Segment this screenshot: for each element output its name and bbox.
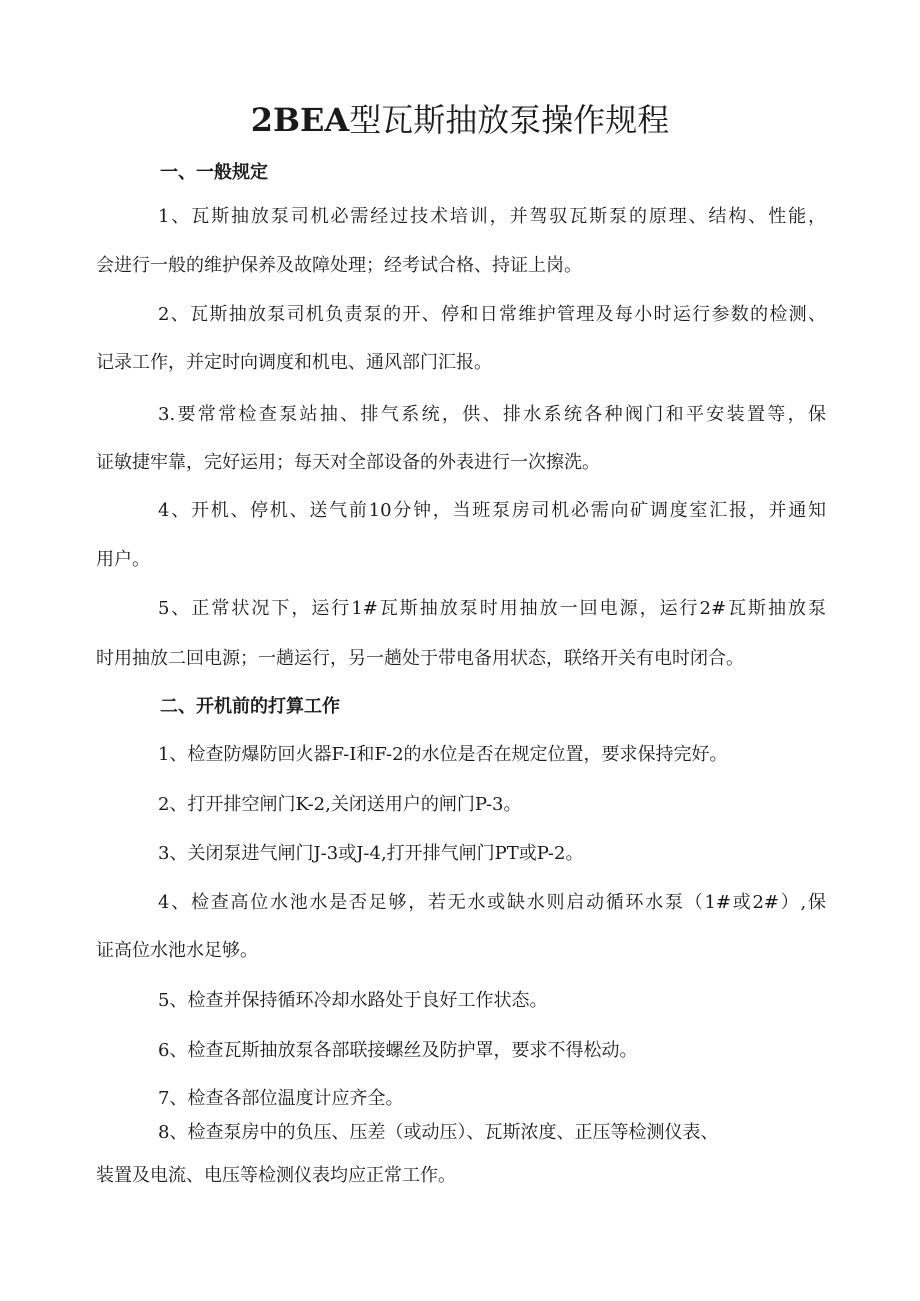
paragraph-line: 6、检查瓦斯抽放泵各部联接螺丝及防护罩，要求不得松动。 xyxy=(158,1040,638,1061)
paragraph-line: 装置及电流、电压等检测仪表均应正常工作。 xyxy=(96,1165,456,1186)
paragraph-line: 1、检查防爆防回火器F-I和F-2的水位是否在规定位置，要求保持完好。 xyxy=(158,744,728,765)
paragraph-line: 证敏捷牢靠，完好运用；每天对全部设备的外表进行一次擦洗。 xyxy=(96,452,600,473)
paragraph-line: 7、检查各部位温度计应齐全。 xyxy=(158,1088,404,1109)
paragraph-line: 5、检查并保持循环冷却水路处于良好工作状态。 xyxy=(158,990,548,1011)
paragraph-line: 会进行一般的维护保养及故障处理；经考试合格、持证上岗。 xyxy=(96,255,582,276)
title-model: 2BEA xyxy=(250,101,350,139)
paragraph-line: 1、瓦斯抽放泵司机必需经过技术培训，并驾驭瓦斯泵的原理、结构、性能， xyxy=(158,206,826,227)
section-heading: 一、一般规定 xyxy=(160,162,268,183)
paragraph-line: 2、打开排空闸门K-2,关闭送用户的闸门P-3。 xyxy=(158,794,522,815)
paragraph-line: 用户。 xyxy=(96,549,150,570)
title-text: 型瓦斯抽放泵操作规程 xyxy=(349,101,670,139)
paragraph-line: 3.要常常检查泵站抽、排气系统，供、排水系统各种阀门和平安装置等，保 xyxy=(158,404,826,425)
section-heading: 二、开机前的打算工作 xyxy=(160,696,340,717)
paragraph-line: 3、关闭泵进气闸门J-3或J-4,打开排气闸门PT或P-2。 xyxy=(158,843,584,864)
paragraph-line: 8、检查泵房中的负压、压差（或动压）、瓦斯浓度、正压等检测仪表、 xyxy=(158,1122,719,1143)
paragraph-line: 4、开机、停机、送气前10分钟，当班泵房司机必需向矿调度室汇报，并通知 xyxy=(158,500,826,521)
paragraph-line: 证高位水池水足够。 xyxy=(96,940,258,961)
paragraph-line: 5、正常状况下，运行1#瓦斯抽放泵时用抽放一回电源，运行2#瓦斯抽放泵 xyxy=(158,598,826,619)
paragraph-line: 4、检查高位水池水是否足够，若无水或缺水则启动循环水泵（1#或2#）,保 xyxy=(158,892,826,913)
document-title xyxy=(0,98,920,142)
paragraph-line: 时用抽放二回电源；一趟运行，另一趟处于带电备用状态，联络开关有电时闭合。 xyxy=(96,648,744,669)
paragraph-line: 记录工作，并定时向调度和机电、通风部门汇报。 xyxy=(96,352,492,373)
paragraph-line: 2、瓦斯抽放泵司机负责泵的开、停和日常维护管理及每小时运行参数的检测、 xyxy=(158,304,826,325)
